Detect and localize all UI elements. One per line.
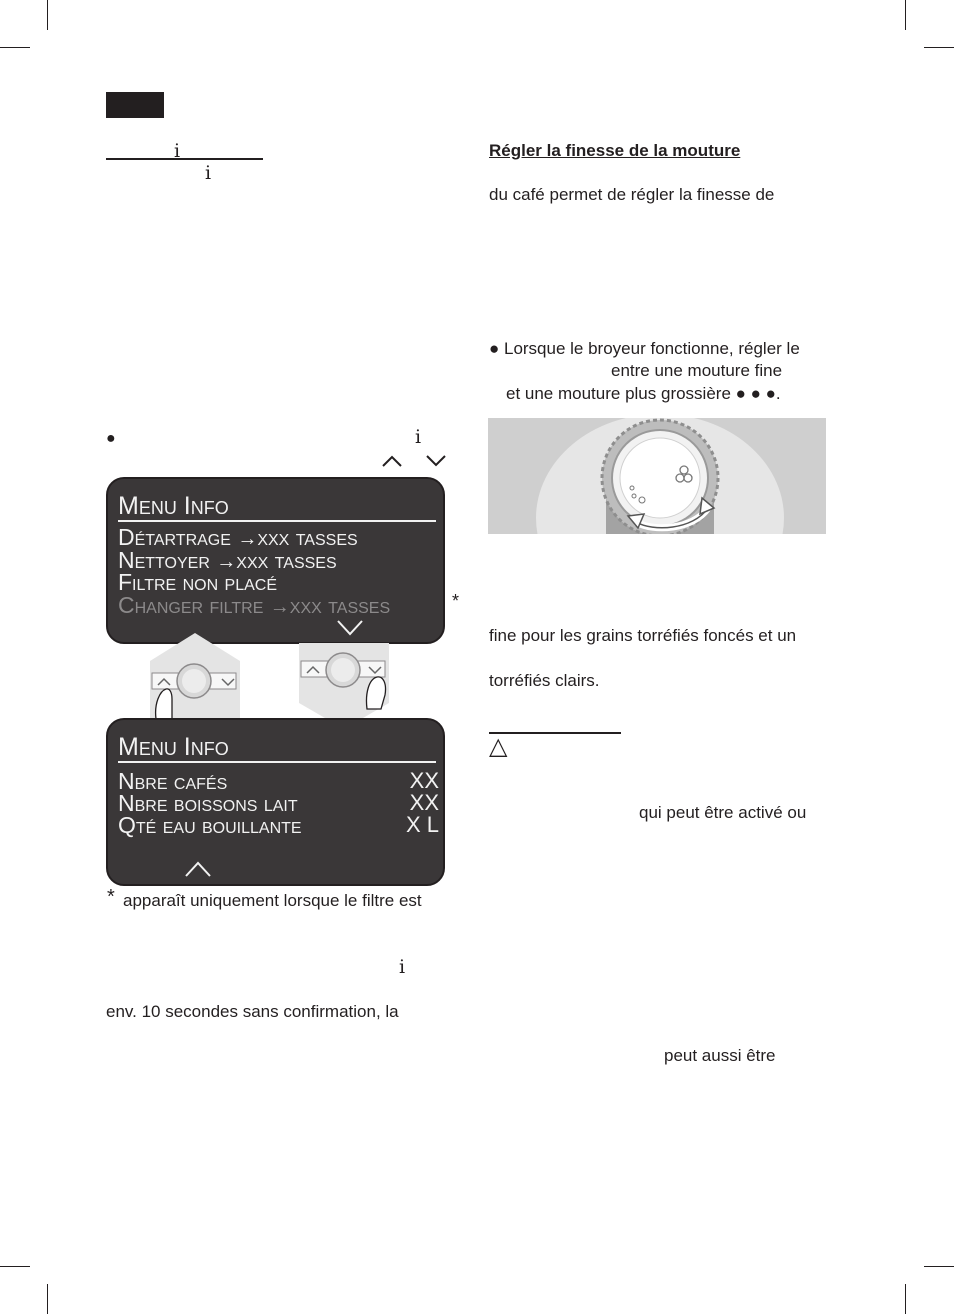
panel-line: Filtre non placé [118, 569, 278, 595]
crop-mark [47, 0, 48, 30]
paragraph-line: peut aussi être [664, 1046, 776, 1065]
chevron-down-icon [425, 454, 447, 468]
info-icon: i [205, 162, 212, 184]
bullet-line: entre une mouture fine [611, 361, 783, 380]
paragraph-line: qui peut être activé ou [639, 803, 807, 822]
crop-mark [905, 0, 906, 30]
info-menu-panel [106, 477, 445, 644]
bullet-line: et une mouture plus grossière ● ● ●. [506, 384, 781, 403]
asterisk-note-marker: * [452, 591, 460, 611]
panel-line: Détartrage →xxx tasses [118, 524, 358, 550]
panel-line: Changer filtre →xxx tasses [118, 592, 391, 618]
info-menu-panel-2 [106, 718, 445, 886]
arrow-right-icon: → [237, 528, 258, 550]
panel-title: Menu Info [118, 492, 229, 520]
info-icon: i [399, 956, 406, 978]
info-icon: i [174, 140, 181, 162]
panel-row-value: XX [409, 768, 439, 793]
crop-mark [0, 47, 30, 48]
footnote-text: apparaît uniquement lorsque le filtre est [123, 891, 422, 910]
crop-mark [924, 47, 954, 48]
panel-divider [118, 761, 436, 763]
crop-mark [924, 1266, 954, 1267]
scroll-down-illustration [299, 643, 389, 729]
scroll-up-illustration [150, 633, 240, 719]
panel-row-label: Nbre cafés [118, 768, 228, 794]
language-tab [106, 92, 164, 118]
panel-title: Menu Info [118, 733, 229, 761]
panel-divider [118, 520, 436, 522]
chevron-up-icon [381, 454, 403, 468]
paragraph-line: fine pour les grains torréfiés foncés et un [489, 626, 797, 645]
arrow-right-icon: → [269, 596, 290, 618]
panel-row-value: XX [409, 790, 439, 815]
arrow-right-icon: → [216, 551, 237, 573]
panel-line: Nettoyer →xxx tasses [118, 547, 337, 573]
chevron-down-icon [336, 619, 364, 637]
paragraph-line: du café permet de régler la finesse de [489, 185, 775, 204]
timeout-text: env. 10 secondes sans confirmation, la [106, 1002, 399, 1021]
footnote-star: * [107, 886, 115, 908]
crop-mark [905, 1284, 906, 1314]
bullet-line: ● Lorsque le broyeur fonctionne, régler le [489, 339, 800, 358]
panel-row-label: Nbre boissons lait [118, 790, 298, 816]
grinder-dial-illustration [488, 418, 826, 534]
info-icon: i [415, 426, 422, 448]
warning-icon: △ [489, 733, 508, 760]
section-underline [106, 158, 263, 160]
section-heading: Régler la finesse de la mouture [489, 141, 741, 160]
chevron-up-icon [184, 860, 212, 878]
crop-mark [47, 1284, 48, 1314]
paragraph-line: torréfiés clairs. [489, 671, 600, 690]
bullet: ● [106, 430, 116, 447]
panel-row-label: Qté eau bouillante [118, 812, 302, 838]
section-underline [489, 732, 621, 734]
panel-row-value: X L [405, 812, 439, 837]
crop-mark [0, 1266, 30, 1267]
